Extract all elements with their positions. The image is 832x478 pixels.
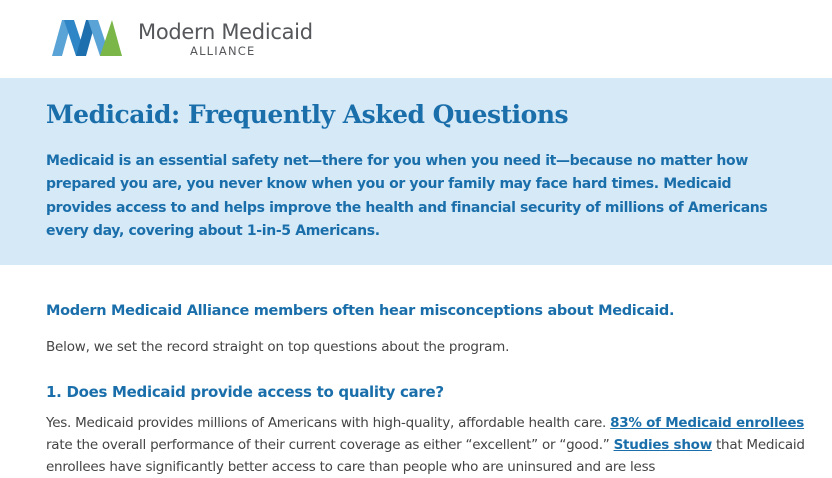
logo-subtitle: ALLIANCE [190,44,256,58]
intro-paragraph: Medicaid is an essential safety net—there for you when you need it—because no matter how prepared you are, you never know when you or your family may face hard times. Medicaid provides access to and helps improve the health and financial security of millions of Americans every day, covering about 1-in-5 Americans. [46,153,768,239]
enrollees-survey-link[interactable]: 83% of Medicaid enrollees [610,415,805,431]
faq-answer-1 [46,412,806,478]
faq-question-1: 1. Does Medicaid provide access to quality care? [46,383,444,401]
studies-show-link[interactable]: Studies show [613,437,712,453]
logo-name[interactable]: Modern Medicaid [138,20,313,44]
misconceptions-heading: Modern Medicaid Alliance members often hear misconceptions about Medicaid. [46,303,675,319]
answer-text-part-2: rate the overall performance of their current coverage as either “excellent” or “good.” [46,437,614,453]
site-header [0,0,832,78]
lead-text: Below, we set the record straight on top questions about the program. [46,339,510,355]
page-title: Medicaid: Frequently Asked Questions [46,100,569,129]
answer-text-part-1: Yes. Medicaid provides millions of Americans with high-quality, affordable health care. [46,415,611,431]
mma-logo-icon[interactable] [52,20,126,56]
answer-text-part-3: that Medicaid enrollees have significantly better access to care than people who are uninsured and are less [46,437,805,475]
